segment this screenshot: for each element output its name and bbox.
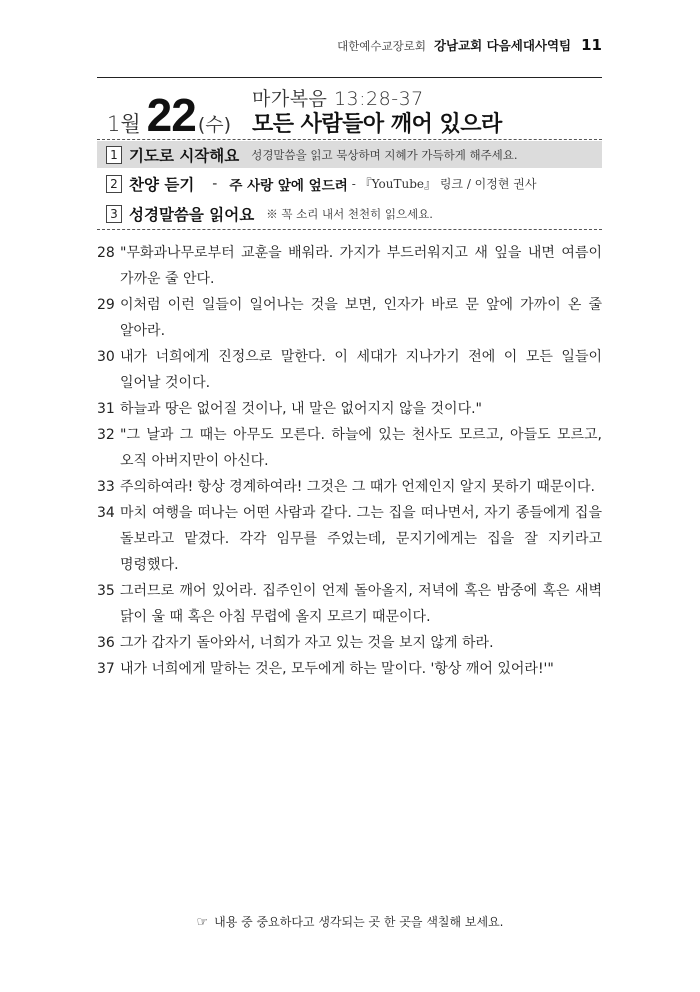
verse [97, 500, 602, 578]
step-title-listen: 찬양 듣기 [129, 175, 195, 194]
top-divider [97, 77, 602, 78]
verse-number: 32 [97, 427, 115, 443]
step-pray [97, 141, 602, 168]
verse [97, 656, 602, 682]
date-day: 22 [146, 89, 196, 141]
verse-number: 31 [97, 401, 115, 417]
page-number: 11 [581, 36, 602, 54]
verse-number: 34 [97, 505, 115, 521]
step-description-pray: 성경말씀을 읽고 묵상하며 지혜가 가득하게 해주세요. [251, 147, 518, 162]
verse-text: 주의하여라! 항상 경계하여라! 그것은 그 때가 언제인지 알지 못하기 때문이다. [120, 479, 595, 495]
verse-text: 하늘과 땅은 없어질 것이나, 내 말은 없어지지 않을 것이다." [120, 401, 482, 417]
song-separator: - [212, 175, 218, 192]
verse-number: 30 [97, 349, 115, 365]
verse-number: 29 [97, 297, 115, 313]
footer-text: 내용 중 중요하다고 생각되는 곳 한 곳을 색칠해 보세요. [214, 915, 504, 929]
verse-text: 그가 갑자기 돌아와서, 너희가 자고 있는 것을 보지 않게 하라. [120, 635, 494, 651]
verse-number: 36 [97, 635, 115, 651]
song-link-info: - 『YouTube』 링크 / 이정현 권사 [351, 177, 537, 191]
verse-number: 33 [97, 479, 115, 495]
header-org: 대한예수교장로회 [337, 39, 426, 53]
verse-text: 마치 여행을 떠나는 어떤 사람과 같다. 그는 집을 떠나면서, 자기 종들에게 집을 돌보라고 맡겼다. 각각 임무를 주었는데, 문지기에게는 집을 잘 지키라고 명령했다. [120, 505, 602, 573]
verse [97, 422, 602, 474]
reading-note: ※ 꼭 소리 내서 천천히 읽으세요. [266, 206, 433, 221]
verse [97, 578, 602, 630]
verse-text: 이처럼 이런 일들이 일어나는 것을 보면, 인자가 바로 문 앞에 가까이 온 줄 알아라. [120, 297, 602, 339]
song-title: 주 사랑 앞에 엎드려 [229, 177, 348, 194]
pointing-hand-icon: ☞ [196, 915, 209, 930]
dashed-divider-top [97, 139, 602, 140]
page-header [337, 36, 602, 54]
step-title-pray: 기도로 시작해요 [129, 146, 240, 165]
verse-text: 내가 너희에게 말하는 것은, 모두에게 하는 말이다. '항상 깨어 있어라!'" [120, 661, 554, 677]
scripture-passage [97, 240, 602, 682]
dashed-divider-bottom [97, 229, 602, 230]
verse-number: 37 [97, 661, 115, 677]
step-title-read: 성경말씀을 읽어요 [129, 205, 255, 224]
verse-number: 28 [97, 245, 115, 261]
page-title: 모든 사람들아 깨어 있으라 [252, 112, 502, 137]
date-month: 1월 [107, 112, 141, 136]
header-church: 강남교회 다음세대사역팀 [433, 38, 572, 53]
verse [97, 630, 602, 656]
verse-text: "그 날과 그 때는 아무도 모른다. 하늘에 있는 천사도 모르고, 아들도 모르고, 오직 아버지만이 아신다. [120, 427, 602, 469]
verse [97, 396, 602, 422]
footer-instruction [0, 913, 700, 930]
step-number-1: 1 [106, 146, 122, 164]
date-weekday: (수) [197, 114, 232, 136]
verse [97, 240, 602, 292]
step-number-2: 2 [106, 175, 122, 193]
verse-number: 35 [97, 583, 115, 599]
verse [97, 292, 602, 344]
verse-text: "무화과나무로부터 교훈을 배워라. 가지가 부드러워지고 새 잎을 내면 여름이 가까운 줄 안다. [120, 245, 602, 287]
verse-text: 그러므로 깨어 있어라. 집주인이 언제 돌아올지, 저녁에 혹은 밤중에 혹은 새벽 닭이 울 때 혹은 아침 무렵에 올지 모르기 때문이다. [120, 583, 602, 625]
step-read [97, 200, 602, 227]
verse [97, 344, 602, 396]
verse [97, 474, 602, 500]
scripture-reference: 마가복음 13:28-37 [252, 88, 424, 110]
verse-text: 내가 너희에게 진정으로 말한다. 이 세대가 지나가기 전에 이 모든 일들이 일어날 것이다. [120, 349, 602, 391]
step-listen [97, 170, 602, 197]
step-number-3: 3 [106, 205, 122, 223]
date-block [107, 88, 231, 142]
